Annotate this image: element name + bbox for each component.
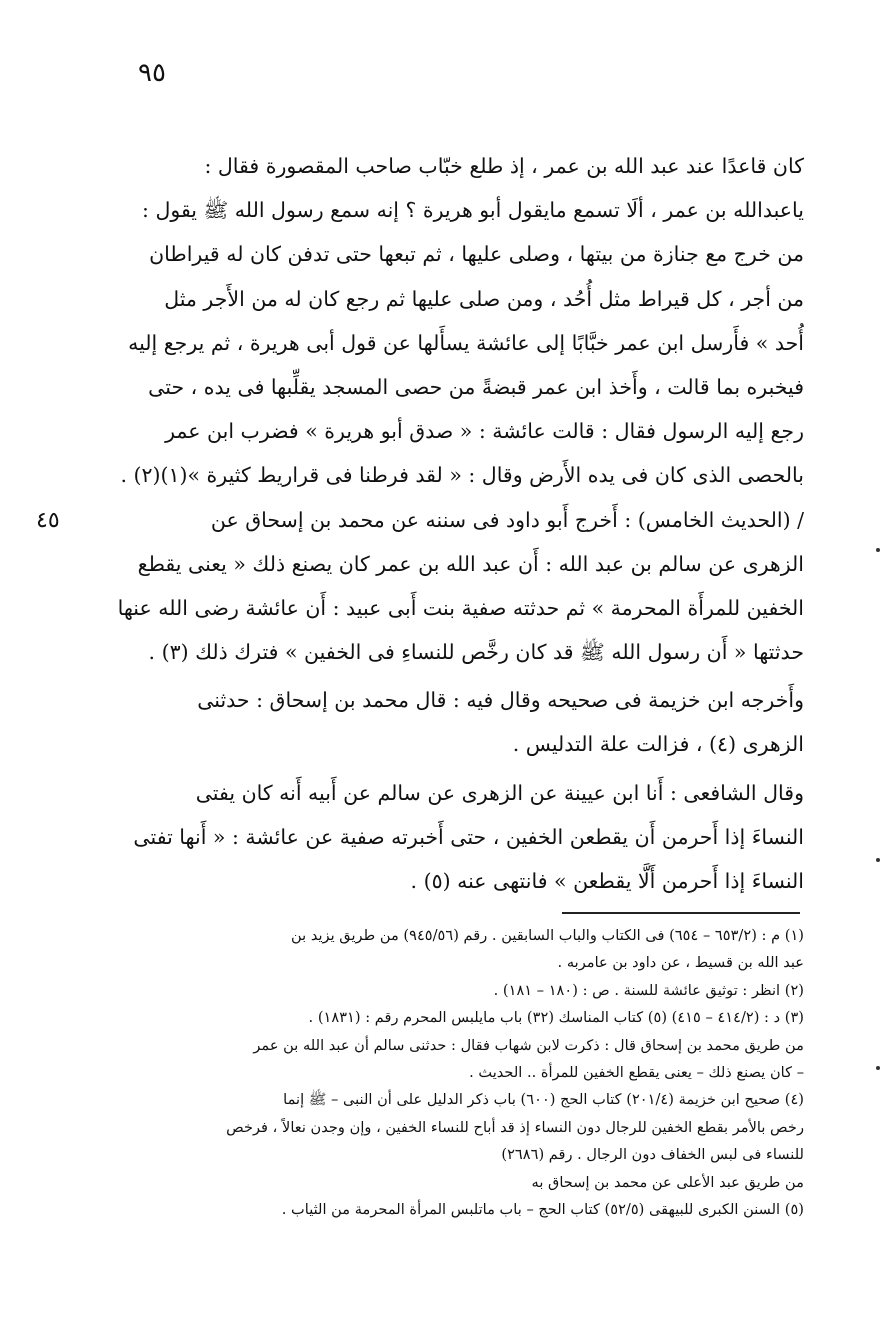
scan-speck — [876, 1066, 880, 1070]
text-line: من خرج مع جنازة من بيتها ، وصلى عليها ، ثم تبعها حتى تدفن كان له قيراطان — [149, 242, 804, 267]
text-line: كان قاعدًا عند عبد الله بن عمر ، إذ طلع خبّاب صاحب المقصورة فقال : — [204, 154, 804, 178]
margin-page-marker: ٤٥ — [36, 508, 60, 533]
text-line: الزهرى عن سالم بن عبد الله : أَن عبد الله بن عمر كان يصنع ذلك « يعنى يقطع — [137, 551, 804, 576]
text-line: من أجر ، كل قيراط مثل أُحُد ، ومن صلى عليها ثم رجع كان له من الأَجر مثل — [164, 286, 804, 311]
footnote-line: (٣) د : (٤١٤/٢ – ٤١٥) (٥) كتاب المناسك (٣٢) باب مايلبس المحرم رقم : (١٨٣١) . — [308, 1009, 804, 1027]
page-number: ٩٥ — [138, 58, 166, 88]
text-line: النساءَ إذا أَحرمن أَن يقطعن الخفين ، حتى أَخبرته صفية عن عائشة : « أَنها تفتى — [133, 824, 804, 849]
footnote-line: (١) م : (٦٥٣/٢ – ٦٥٤) فى الكتاب والباب السابقين . رقم (٩٤٥/٥٦) من طريق يزيد بن — [291, 927, 804, 944]
text-line: بالحصى الذى كان فى يده الأَرض وقال : « لقد فرطنا فى قراريط كثيرة »(١)(٢) . — [120, 463, 804, 488]
text-line: فيخبره بما قالت ، وأَخذ ابن عمر قبضةً من حصى المسجد يقلِّبها فى يده ، حتى — [148, 374, 804, 399]
footnotes — [104, 922, 804, 1223]
text-line: ياعبدالله بن عمر ، ألَا تسمع مايقول أبو هريرة ؟ إنه سمع رسول الله ﷺ يقول : — [142, 198, 804, 223]
main-text — [104, 144, 804, 903]
footnote-line: عبد الله بن قسيط ، عن داود بن عامربه . — [557, 954, 804, 972]
text-line: وقال الشافعى : أَنا ابن عيينة عن الزهرى عن سالم عن أَبيه أَنه كان يفتى — [195, 780, 804, 805]
text-line: رجع إليه الرسول فقال : قالت عائشة : « صدق أبو هريرة » فضرب ابن عمر — [165, 419, 804, 444]
footnote-line: (٥) السنن الكبرى للبيهقى (٥٢/٥) كتاب الحج – باب ماتلبس المرأة المحرمة من الثياب . — [281, 1200, 804, 1218]
scan-speck — [876, 548, 880, 552]
text-line: أُحد » فأَرسل ابن عمر خبَّابًا إلى عائشة يسأَلها عن قول أبى هريرة ، ثم يرجع إليه — [128, 330, 804, 355]
text-line: / (الحديث الخامس) : أَخرج أَبو داود فى سننه عن محمد بن إسحاق عن — [210, 507, 804, 532]
scan-speck — [876, 858, 880, 862]
footnote-line: – كان يصنع ذلك – يعنى يقطع الخفين للمرأة .. الحديث . — [469, 1063, 804, 1081]
footnote-line: للنساء فى لبس الخفاف دون الرجال . رقم (٢٦٨٦) — [501, 1146, 804, 1164]
footnote-line: (٢) انظر : توثيق عائشة للسنة . ص : (١٨٠ – ١٨١) . — [493, 981, 804, 999]
text-line: الزهرى (٤) ، فزالت علة التدليس . — [512, 732, 804, 757]
text-line: النساءَ إذا أَحرمن أَلَّا يقطعن » فانتهى عنه (٥) . — [410, 869, 804, 893]
footnote-line: من طريق عبد الأعلى عن محمد بن إسحاق به — [531, 1173, 804, 1191]
text-line: وأَخرجه ابن خزيمة فى صحيحه وقال فيه : قال محمد بن إسحاق : حدثنى — [197, 688, 804, 713]
footnote-separator — [562, 912, 800, 914]
footnote-line: (٤) صحيح ابن خزيمة (٢٠١/٤) كتاب الحج (٦٠٠) باب ذكر الدليل على أن النبى – ﷺ إنما — [283, 1091, 804, 1109]
text-line: حدثتها « أَن رسول الله ﷺ قد كان رخَّص للنساءِ فى الخفين » فترك ذلك (٣) . — [148, 640, 804, 665]
footnote-line: رخص بالأمر بقطع الخفين للرجال دون النساء إذ قد أباح للنساء الخفين ، وإن وجدن نعالاً ، فرخص — [226, 1118, 804, 1136]
footnote-line: من طريق محمد بن إسحاق قال : ذكرت لابن شهاب فقال : حدثنى سالم أن عبد الله بن عمر — [253, 1036, 804, 1054]
text-line: الخفين للمرأَة المحرمة » ثم حدثته صفية بنت أَبى عبيد : أَن عائشة رضى الله عنها — [117, 595, 804, 620]
